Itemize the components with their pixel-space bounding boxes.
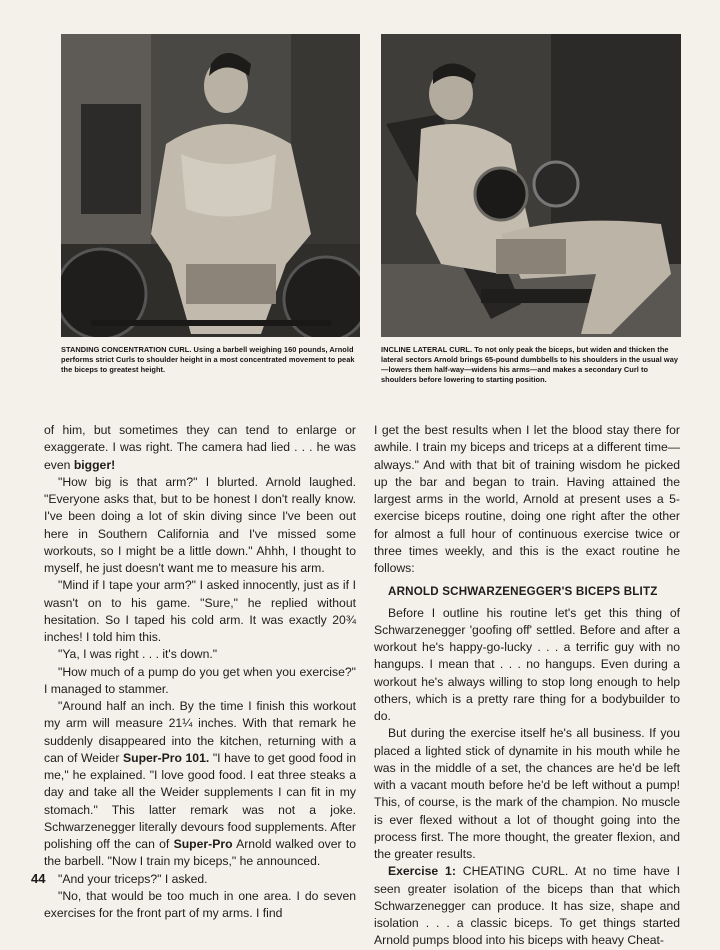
- paragraph-text: CHEATING CURL. At no time have I seen greater isolation of the biceps than that which Schwarzenegger can produce. It has size, shape and isolation . . . a classic biceps. To get things started Arnold pumps blood into his biceps with heavy Cheat-: [374, 864, 681, 948]
- right-photo-caption: [381, 345, 681, 385]
- paragraph-text: Arnold walked over to the barbell. "Now I train my biceps," he announced.: [44, 837, 356, 869]
- standing-curl-image: [61, 34, 360, 337]
- right-text-column: [374, 422, 680, 950]
- paragraph: "Ya, I was right . . . it's down.": [58, 647, 218, 662]
- standing-curl-photo: [61, 34, 360, 337]
- paragraph-text: "Around half an inch. By the time I finish this workout my arm will measure 21¼ inches. With that remark he suddenly disappeared into the kitchen, returning with a can of Weider: [44, 699, 356, 765]
- right-caption-text: To not only peak the biceps, but widen and thicken the lateral sectors Arnold brings 65-pound dumbbells to his shoulders in the usual way—lowers them half-way—widens his arms—and makes a secondary Curl to shoulders before lowering to starting position.: [381, 345, 679, 384]
- incline-curl-photo: [381, 34, 681, 337]
- paragraph: "No, that would be too much in one area. I do seven exercises for the front part of my arms. I find: [44, 888, 356, 920]
- paragraph: "How much of a pump do you get when you exercise?" I managed to stammer.: [44, 664, 356, 696]
- paragraph: But during the exercise itself he's all business. If you placed a lighted stick of dynamite in his mouth while he was in the middle of a set, the chances are he'd be left with a vacant mouth before he'd be left without a pump! This, of course, is the mark of the champion. No muscle is ever flexed without a lot of thought going into the process first. The more thought, the greater flexion, and the greater results.: [374, 726, 680, 861]
- exercise-label: Exercise 1:: [388, 864, 456, 879]
- product-name: Super-Pro: [173, 837, 233, 851]
- paragraph-text: "I have to get good food in me," he explained. "I love good food. I eat three steaks a day and take all the Weider supplements I can fit in my stomach." This latter remark was not a joke. Schwarzenegger literally devours food supplements. After polishing off the can of: [44, 750, 356, 851]
- section-heading: ARNOLD SCHWARZENEGGER'S BICEPS BLITZ: [388, 585, 658, 599]
- paragraph: "And your triceps?" I asked.: [58, 871, 208, 886]
- left-caption-title: STANDING CONCENTRATION CURL.: [61, 345, 192, 354]
- paragraph: [44, 422, 356, 474]
- paragraph: I get the best results when I let the blood stay there for awhile. I train my biceps and triceps at a different time—always." And with that bit of training wisdom he picked up the bar and began to train. Having attained the largest arms in the world, Arnold at present uses a 5-exercise biceps routine, doing one right after the other for almost a full hour of continuous exercise twice or three times weekly, and this is the exact routine he follows:: [374, 423, 680, 575]
- left-photo-caption: [61, 345, 360, 375]
- left-text-column: [44, 422, 356, 922]
- emphasis-text: bigger!: [73, 457, 116, 472]
- product-name: Super-Pro 101.: [123, 750, 210, 765]
- paragraph: "How big is that arm?" I blurted. Arnold laughed. "Everyone asks that, but to be honest I don't really know. I've been doing a lot of skin diving since I've been out here in Southern California and I've missed some workouts, so I might be a little down." Ahhh, I thought to myself, he just doesn't want me to measure his arm.: [44, 474, 356, 575]
- page-number: 44: [31, 871, 46, 886]
- paragraph: Before I outline his routine let's get this thing of Schwarzenegger 'goofing off' settled. Before and after a workout he's happy-go-lucky . . . a terrific guy with no hangups. I mean that . . . no hangups. Even during a workout he's always willing to stop long enough to help others, which is a pretty rare thing for a bodybuilder to do.: [374, 605, 680, 723]
- left-caption-text: Using a barbell weighing 160 pounds, Arnold performs strict Curls to shoulder height in a most concentrated movement to peak the biceps to greatest height.: [61, 345, 355, 374]
- incline-curl-image: [381, 34, 681, 337]
- right-caption-title: INCLINE LATERAL CURL.: [381, 345, 473, 354]
- paragraph-text: of him, but sometimes they can tend to enlarge or exaggerate. I was right. The camera had lied . . . he was even: [44, 423, 356, 472]
- paragraph: [44, 698, 356, 871]
- paragraph: [374, 863, 680, 949]
- paragraph: "Mind if I tape your arm?" I asked innocently, just as if I wasn't on to his game. "Sure," he replied without hesitation. So I taped his cold arm. It was exactly 20¾ inches! I told him this.: [44, 578, 356, 644]
